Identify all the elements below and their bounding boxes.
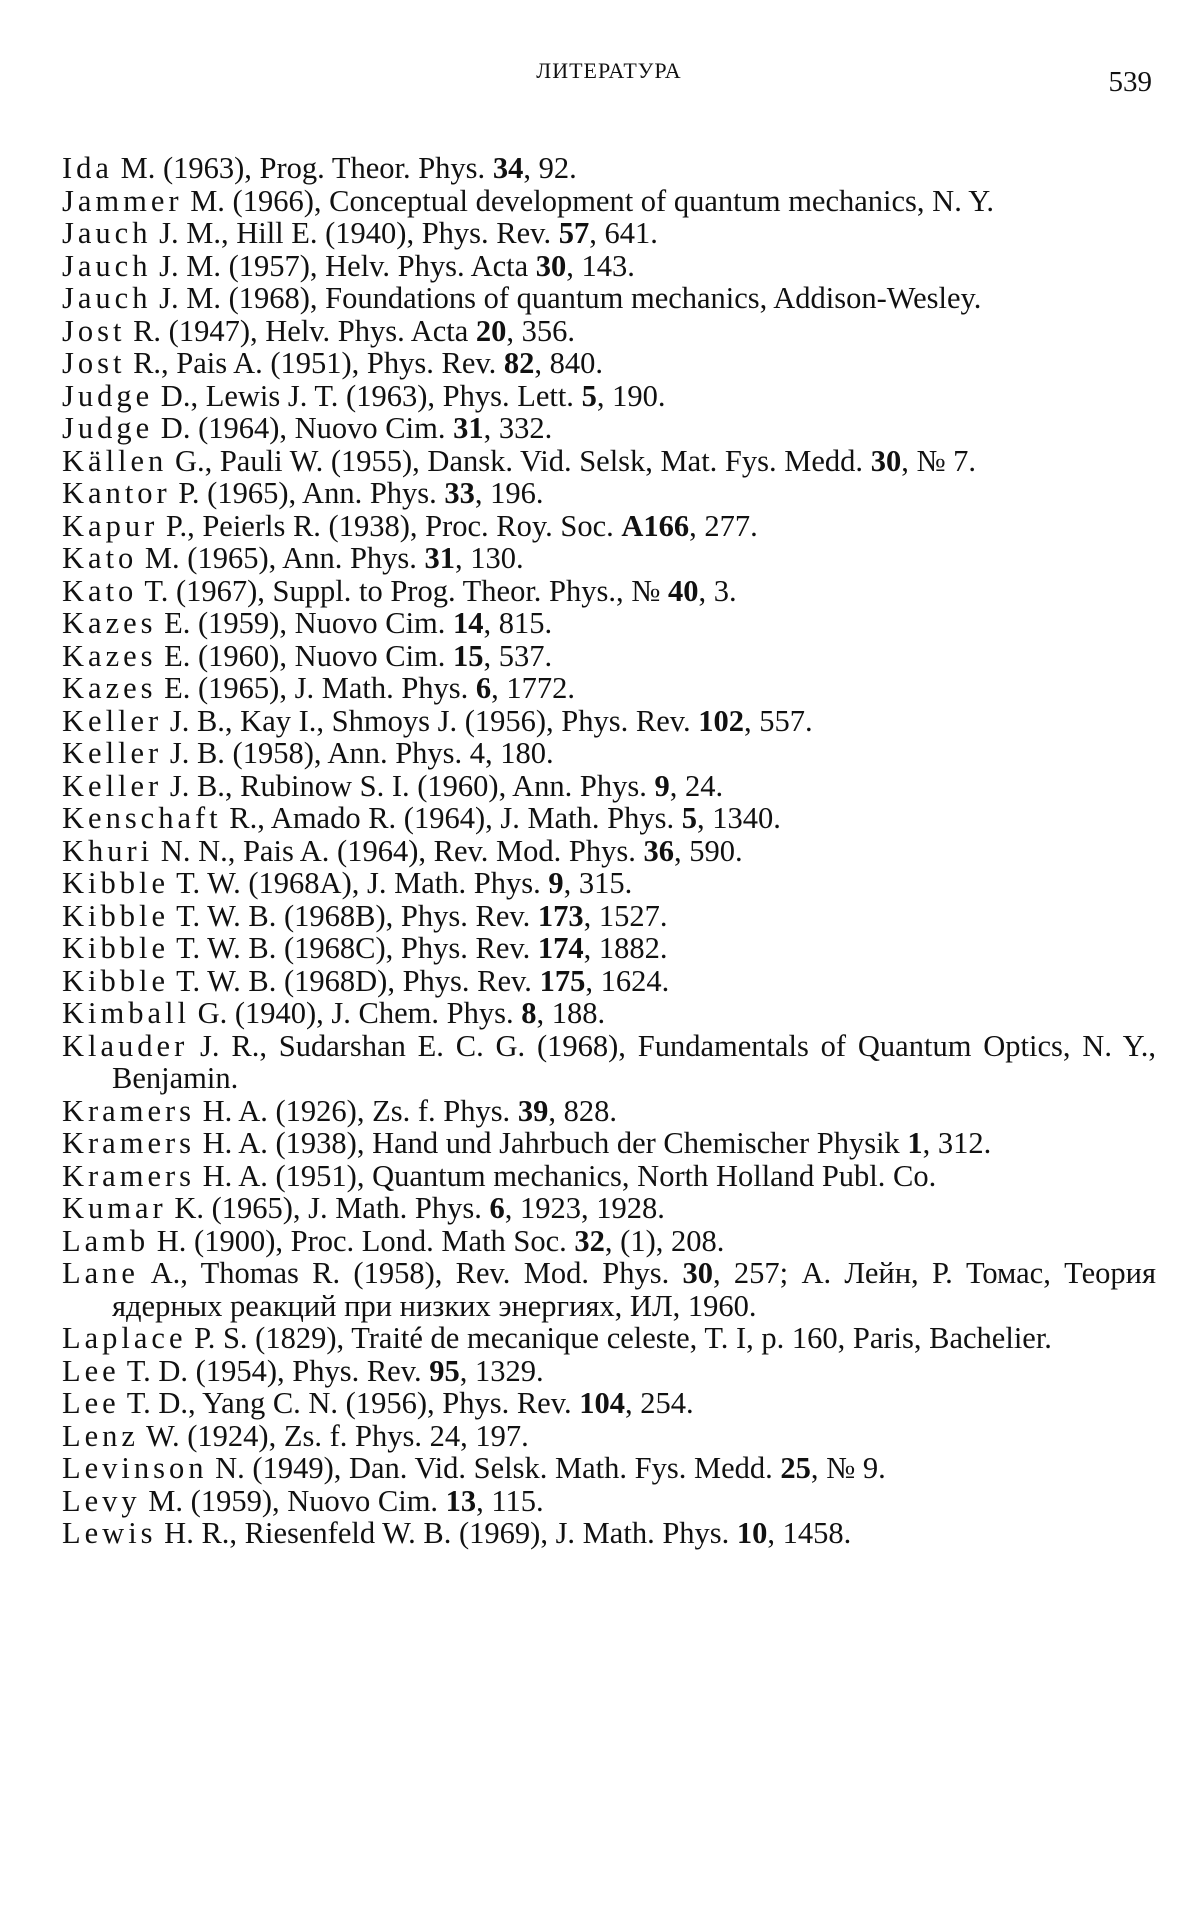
reference-entry xyxy=(62,1030,1156,1095)
reference-text: K. (1965), J. Math. Phys. xyxy=(166,1191,490,1225)
reference-tail: , 590. xyxy=(673,833,743,868)
reference-text: T. D., Yang C. N. (1956), Phys. Rev. xyxy=(119,1386,580,1420)
reference-volume: 36 xyxy=(643,833,674,868)
reference-tail: , 1527. xyxy=(583,898,668,933)
reference-author: Jammer xyxy=(62,183,183,218)
reference-text: T. W. B. (1968C), Phys. Rev. xyxy=(169,931,538,965)
reference-author: Kato xyxy=(62,541,138,575)
reference-author: Keller xyxy=(62,768,163,803)
reference-text: T. W. (1968A), J. Math. Phys. xyxy=(169,866,549,900)
reference-text: E. (1959), Nuovo Cim. xyxy=(156,606,454,640)
reference-author: Kibble xyxy=(62,963,170,998)
reference-author: Kato xyxy=(62,573,138,608)
reference-text: H. A. (1938), Hand und Jahrbuch der Chemischer Physik xyxy=(195,1126,908,1160)
reference-entry xyxy=(62,1225,1156,1258)
reference-tail: , 190. xyxy=(596,378,666,413)
reference-entry xyxy=(62,217,1156,250)
reference-text: H. A. (1926), Zs. f. Phys. xyxy=(195,1093,518,1128)
reference-text: R. (1947), Helv. Phys. Acta xyxy=(125,313,476,348)
reference-text: M. (1963), Prog. Theor. Phys. xyxy=(112,151,493,185)
reference-tail: , 188. xyxy=(536,996,606,1030)
reference-entry xyxy=(62,1127,1156,1160)
reference-text: E. (1965), J. Math. Phys. xyxy=(156,671,476,705)
reference-text: J. B. (1958), Ann. Phys. 4, 180. xyxy=(162,736,554,770)
reference-entry xyxy=(62,1257,1156,1322)
reference-author: Kramers xyxy=(62,1093,196,1128)
reference-tail: , 332. xyxy=(483,411,553,445)
reference-entry xyxy=(62,997,1156,1030)
reference-volume: 31 xyxy=(453,411,484,445)
reference-author: Kimball xyxy=(62,996,190,1030)
reference-text: R., Amado R. (1964), J. Math. Phys. xyxy=(221,801,682,835)
reference-author: Lewis xyxy=(62,1516,157,1550)
reference-entry xyxy=(62,640,1156,673)
reference-entry xyxy=(62,412,1156,445)
reference-text: P. S. (1829), Traité de mecanique celeste, T. I, p. 160, Paris, Bachelier. xyxy=(186,1321,1052,1355)
reference-volume: 57 xyxy=(558,216,590,250)
reference-entry xyxy=(62,445,1156,478)
reference-author: Laplace xyxy=(62,1321,187,1355)
reference-tail: , 828. xyxy=(548,1093,617,1128)
reference-volume: 8 xyxy=(521,996,537,1030)
reference-entry xyxy=(62,1322,1156,1355)
reference-entry xyxy=(62,542,1156,575)
reference-tail: , 196. xyxy=(474,476,544,510)
reference-text: J. M., Hill E. (1940), Phys. Rev. xyxy=(151,216,559,250)
reference-text: T. W. B. (1968B), Phys. Rev. xyxy=(169,898,538,933)
reference-volume: 39 xyxy=(517,1093,549,1128)
reference-entry xyxy=(62,1095,1156,1128)
reference-entry xyxy=(62,1420,1156,1453)
reference-volume: 9 xyxy=(548,866,564,900)
reference-entry xyxy=(62,607,1156,640)
reference-author: Lenz xyxy=(62,1418,139,1453)
reference-volume: 15 xyxy=(453,638,484,673)
reference-entry xyxy=(62,1160,1156,1193)
reference-author: Keller xyxy=(62,736,163,770)
reference-volume: 33 xyxy=(444,476,475,510)
reference-tail: , 312. xyxy=(922,1126,992,1160)
reference-text: H. (1900), Proc. Lond. Math Soc. xyxy=(149,1223,575,1258)
reference-entry xyxy=(62,250,1156,283)
reference-text: J. R., Sudarshan E. C. G. (1968), Fundamentals of Quantum Optics, N. Y., Benjamin. xyxy=(112,1028,1156,1095)
reference-tail: , 143. xyxy=(566,248,635,283)
reference-author: Kenschaft xyxy=(62,801,222,835)
reference-volume: 5 xyxy=(681,801,697,835)
reference-entry xyxy=(62,1485,1156,1518)
reference-volume: 82 xyxy=(503,346,535,380)
reference-volume: 40 xyxy=(667,573,699,608)
reference-volume: 34 xyxy=(492,151,524,185)
reference-author: Kumar xyxy=(62,1191,167,1225)
reference-entry xyxy=(62,802,1156,835)
reference-entry xyxy=(62,900,1156,933)
reference-text: P., Peierls R. (1938), Proc. Roy. Soc. xyxy=(158,508,622,543)
reference-author: Källen xyxy=(62,443,168,478)
reference-author: Jost xyxy=(62,313,126,348)
reference-tail: , 1458. xyxy=(767,1516,852,1550)
reference-text: G., Pauli W. (1955), Dansk. Vid. Selsk, Mat. Fys. Medd. xyxy=(167,443,871,478)
reference-entry xyxy=(62,282,1156,315)
reference-tail: , 1772. xyxy=(491,671,576,705)
reference-volume: 6 xyxy=(489,1191,505,1225)
reference-author: Lamb xyxy=(62,1223,150,1258)
reference-entry xyxy=(62,347,1156,380)
reference-entry xyxy=(62,575,1156,608)
reference-volume: 30 xyxy=(535,248,567,283)
reference-author: Levy xyxy=(62,1483,141,1518)
reference-volume: 32 xyxy=(574,1223,605,1258)
reference-entry xyxy=(62,737,1156,770)
reference-author: Kibble xyxy=(62,866,170,900)
reference-tail: , 840. xyxy=(534,346,604,380)
reference-author: Jauch xyxy=(62,216,152,250)
reference-entry xyxy=(62,1452,1156,1485)
reference-author: Kramers xyxy=(62,1126,196,1160)
running-header xyxy=(62,52,1156,100)
reference-volume: 30 xyxy=(682,1256,714,1290)
reference-author: Kantor xyxy=(62,476,171,510)
reference-volume: 13 xyxy=(445,1483,477,1518)
reference-tail: , 130. xyxy=(455,541,524,575)
reference-tail: , 115. xyxy=(476,1483,544,1518)
reference-entry xyxy=(62,1192,1156,1225)
reference-author: Keller xyxy=(62,703,163,738)
reference-tail: , № 9. xyxy=(810,1451,886,1485)
reference-author: Kramers xyxy=(62,1158,196,1193)
reference-tail: , 1923, 1928. xyxy=(504,1191,665,1225)
reference-volume: 6 xyxy=(475,671,492,705)
reference-author: Jauch xyxy=(62,281,152,315)
reference-author: Lee xyxy=(62,1386,120,1420)
reference-text: J. M. (1957), Helv. Phys. Acta xyxy=(151,248,536,283)
reference-tail: , (1), 208. xyxy=(604,1223,725,1258)
reference-volume: 10 xyxy=(736,1516,768,1550)
reference-text: M. (1966), Conceptual development of quantum mechanics, N. Y. xyxy=(182,183,995,218)
reference-entry xyxy=(62,867,1156,900)
reference-author: Judge xyxy=(62,378,154,413)
reference-text: T. D. (1954), Phys. Rev. xyxy=(119,1353,430,1388)
reference-author: Ida xyxy=(62,151,113,185)
reference-volume: 173 xyxy=(537,898,584,933)
reference-tail: , 92. xyxy=(523,151,577,185)
reference-tail: , 277. xyxy=(689,508,758,543)
reference-tail: , 537. xyxy=(483,638,553,673)
reference-entry xyxy=(62,965,1156,998)
reference-volume: 175 xyxy=(539,963,586,998)
reference-text: N. (1949), Dan. Vid. Selsk. Math. Fys. Medd. xyxy=(207,1451,781,1485)
reference-entry xyxy=(62,510,1156,543)
reference-volume: 174 xyxy=(537,931,584,965)
reference-text: D. (1964), Nuovo Cim. xyxy=(153,411,454,445)
reference-volume: 25 xyxy=(780,1451,811,1485)
reference-volume: 95 xyxy=(429,1353,460,1388)
reference-author: Kazes xyxy=(62,638,157,673)
reference-tail: , 557. xyxy=(744,703,813,738)
reference-volume: A166 xyxy=(621,508,690,543)
reference-tail: , № 7. xyxy=(901,443,977,478)
reference-author: Kapur xyxy=(62,508,159,543)
reference-volume: 104 xyxy=(579,1386,625,1420)
reference-text: H. A. (1951), Quantum mechanics, North Holland Publ. Co. xyxy=(195,1158,937,1193)
reference-entry xyxy=(62,1355,1156,1388)
reference-text: J. M. (1968), Foundations of quantum mechanics, Addison-Wesley. xyxy=(151,281,982,315)
reference-author: Kazes xyxy=(62,671,157,705)
reference-text: N. N., Pais A. (1964), Rev. Mod. Phys. xyxy=(153,833,644,868)
reference-list xyxy=(62,152,1156,1550)
reference-volume: 1 xyxy=(907,1126,923,1160)
reference-text: J. B., Kay I., Shmoys J. (1956), Phys. Rev. xyxy=(162,703,699,738)
reference-text: H. R., Riesenfeld W. B. (1969), J. Math. Phys. xyxy=(156,1516,737,1550)
reference-text: D., Lewis J. T. (1963), Phys. Lett. xyxy=(153,378,582,413)
reference-entry xyxy=(62,705,1156,738)
reference-entry xyxy=(62,152,1156,185)
reference-tail: , 315. xyxy=(563,866,633,900)
reference-author: Jauch xyxy=(62,248,152,283)
reference-entry xyxy=(62,835,1156,868)
reference-tail: , 1329. xyxy=(459,1353,544,1388)
reference-tail: , 254. xyxy=(624,1386,694,1420)
reference-author: Klauder xyxy=(62,1028,189,1063)
reference-entry xyxy=(62,1387,1156,1420)
reference-text: T. W. B. (1968D), Phys. Rev. xyxy=(169,963,540,998)
reference-author: Kibble xyxy=(62,931,170,965)
reference-volume: 20 xyxy=(475,313,507,348)
reference-tail: , 3. xyxy=(698,573,737,608)
reference-author: Khuri xyxy=(62,833,154,868)
reference-author: Jost xyxy=(62,346,126,380)
reference-text: M. (1959), Nuovo Cim. xyxy=(140,1483,446,1518)
reference-tail: , 257; А. Лейн, Р. Томас, Теория ядерных реакций при низких энергиях, ИЛ, 1960. xyxy=(112,1256,1156,1323)
reference-text: T. (1967), Suppl. to Prog. Theor. Phys., № xyxy=(137,573,668,608)
reference-tail: , 1882. xyxy=(583,931,668,965)
reference-author: Judge xyxy=(62,411,154,445)
reference-text: W. (1924), Zs. f. Phys. 24, 197. xyxy=(138,1418,529,1453)
reference-entry xyxy=(62,672,1156,705)
reference-entry xyxy=(62,1517,1156,1550)
reference-text: G. (1940), J. Chem. Phys. xyxy=(189,996,522,1030)
reference-tail: , 815. xyxy=(483,606,553,640)
reference-tail: , 1340. xyxy=(696,801,781,835)
reference-volume: 5 xyxy=(581,378,597,413)
reference-entry xyxy=(62,185,1156,218)
reference-entry xyxy=(62,932,1156,965)
reference-text: M. (1965), Ann. Phys. xyxy=(137,541,425,575)
reference-volume: 102 xyxy=(698,703,744,738)
reference-author: Kibble xyxy=(62,898,170,933)
reference-author: Lane xyxy=(62,1256,139,1290)
reference-text: J. B., Rubinow S. I. (1960), Ann. Phys. xyxy=(162,768,655,803)
reference-entry xyxy=(62,380,1156,413)
reference-tail: , 356. xyxy=(506,313,576,348)
reference-volume: 30 xyxy=(870,443,902,478)
reference-text: A., Thomas R. (1958), Rev. Mod. Phys. xyxy=(138,1256,683,1290)
reference-entry xyxy=(62,770,1156,803)
reference-tail: , 24. xyxy=(669,768,724,803)
reference-author: Lee xyxy=(62,1353,120,1388)
reference-volume: 31 xyxy=(424,541,456,575)
reference-entry xyxy=(62,315,1156,348)
reference-author: Kazes xyxy=(62,606,157,640)
reference-text: E. (1960), Nuovo Cim. xyxy=(156,638,454,673)
page-title: ЛИТЕРАТУРА xyxy=(536,58,682,83)
reference-tail: , 1624. xyxy=(585,963,670,998)
reference-volume: 9 xyxy=(654,768,670,803)
page-number: 539 xyxy=(1108,66,1152,98)
reference-author: Levinson xyxy=(62,1451,208,1485)
reference-tail: , 641. xyxy=(589,216,658,250)
reference-text: P. (1965), Ann. Phys. xyxy=(170,476,445,510)
reference-text: R., Pais A. (1951), Phys. Rev. xyxy=(125,346,504,380)
reference-entry xyxy=(62,477,1156,510)
reference-volume: 14 xyxy=(453,606,484,640)
